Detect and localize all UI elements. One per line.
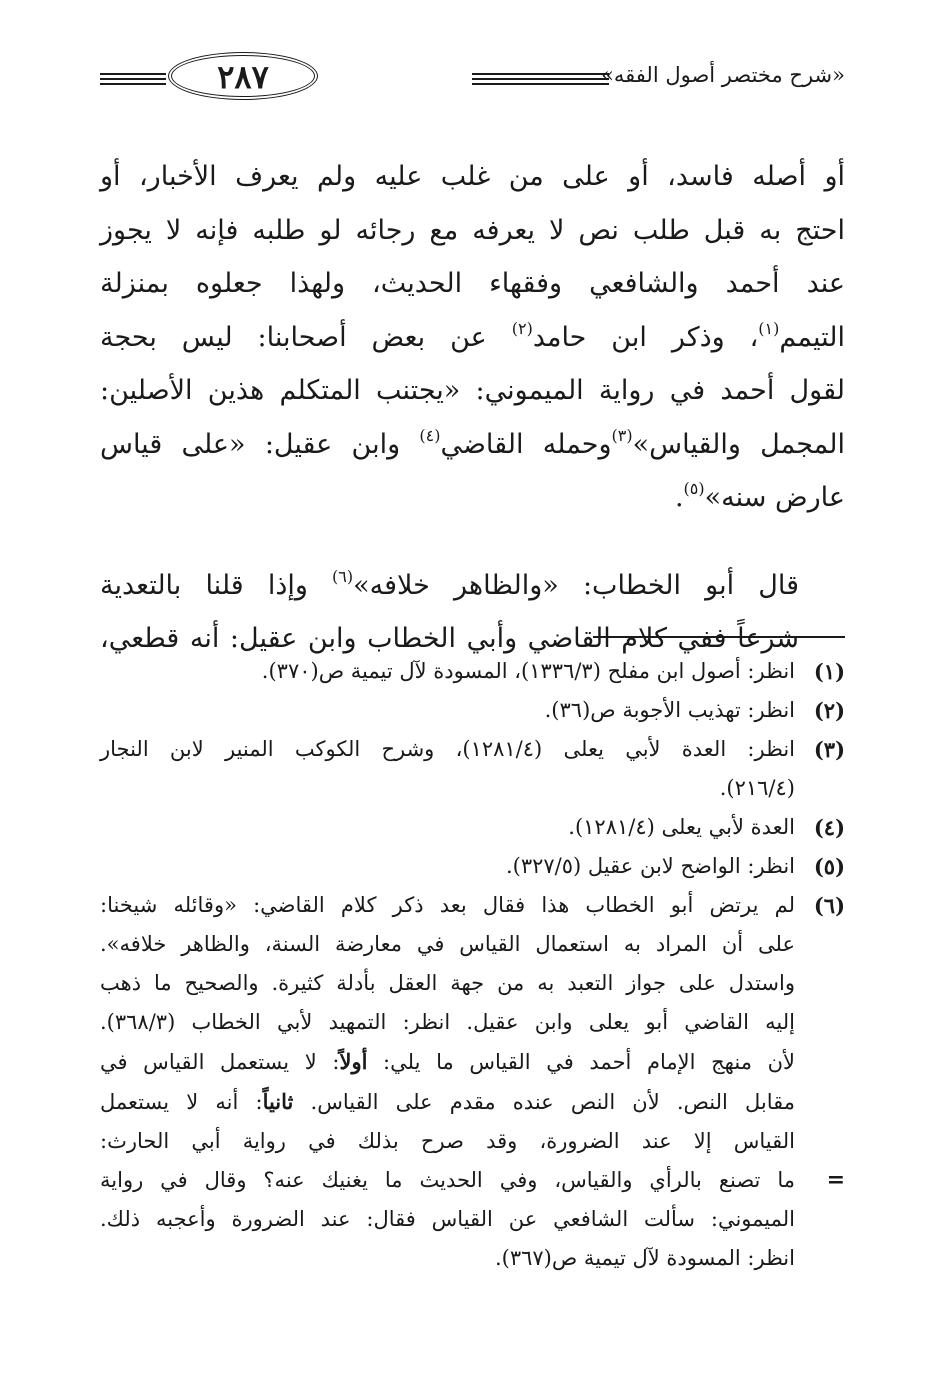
footnote-number: (٢): [813, 698, 845, 723]
footnote-number: (٥): [813, 854, 845, 879]
header-rule-left: [100, 73, 166, 85]
header-rule-right: [472, 73, 609, 85]
footnote-text: إليه القاضي أبو يعلى وابن عقيل. انظر: التمهيد لأبي الخطاب (٣٦٨/٣).: [100, 1010, 795, 1034]
footnote-ref[interactable]: (٦): [332, 566, 354, 586]
footnote-text: واستدل على جواز التعبد به من جهة العقل بأدلة كثيرة. والصحيح ما ذهب: [100, 971, 795, 995]
footnote-text: الميموني: سألت الشافعي عن القياس فقال: عند الضرورة وأعجبه ذلك.: [100, 1207, 795, 1231]
page-header: [100, 42, 845, 112]
text-line: المجمل والقياس»$^{(٣)}$وحمله القاضي$^{(٤)}$ وابن عقيل: «على قياس: [100, 425, 845, 460]
footnotes: [100, 652, 845, 1278]
text-line: احتج به قبل طلب نص لا يعرفه مع رجائه لو طلبه فإنه لا يجوز: [100, 214, 845, 246]
footnote-4: [100, 808, 845, 847]
footnote-5: [100, 847, 845, 886]
emphasis: أولاً: [339, 1049, 368, 1074]
footnote-text: لأن منهج الإمام أحمد في القياس ما يلي: أولاً: لا يستعمل القياس في: [100, 1049, 795, 1074]
main-text: [100, 150, 845, 666]
text-line: عند أحمد والشافعي وفقهاء الحديث، ولهذا جعلوه بمنزلة: [100, 268, 845, 299]
footnote-text: انظر: الواضح لابن عقيل (٣٢٧/٥).: [505, 854, 795, 878]
footnote-ref[interactable]: (٢): [511, 318, 533, 338]
footnote-text: القياس إلا عند الضرورة، وقد صرح بذلك في رواية أبي الحارث:: [100, 1129, 795, 1153]
continuation-marker-icon: =: [826, 1167, 845, 1193]
footnote-number: (٦): [813, 893, 845, 918]
page-number: ٢٨٧: [168, 52, 318, 100]
footnote-text: انظر: تهذيب الأجوبة ص(٣٦).: [544, 698, 795, 722]
footnote-2: [100, 691, 845, 730]
footnote-1: [100, 652, 845, 691]
footnote-text: انظر: المسودة لآل تيمية ص(٣٦٧).: [494, 1246, 795, 1270]
text-line: أو أصله فاسد، أو على من غلب عليه ولم يعرف الأخبار، أو: [100, 161, 845, 192]
footnote-ref[interactable]: (٤): [419, 425, 441, 445]
footnote-text: لم يرتض أبو الخطاب هذا فقال بعد ذكر كلام القاضي: «وقائله شيخنا:: [100, 893, 795, 917]
text-line: عارض سنه»$^{(٥)}$.: [674, 479, 845, 513]
footnote-text: مقابل النص. لأن النص عنده مقدم على القياس. ثانياً: أنه لا يستعمل: [100, 1089, 796, 1114]
footnote-number: (٣): [813, 737, 845, 762]
footnote-separator: [593, 636, 845, 638]
footnote-6: [100, 886, 845, 1278]
paragraph-1: [100, 150, 845, 525]
footnote-number: (١): [813, 659, 845, 684]
footnote-text: على أن المراد به استعمال القياس في معارضة السنة، والظاهر خلافه».: [100, 932, 795, 956]
paragraph-2: [100, 559, 845, 666]
footnote-ref[interactable]: (١): [758, 318, 780, 338]
footnote-number: (٤): [813, 815, 845, 840]
text-line: لقول أحمد في رواية الميموني: «يجتنب المتكلم هذين الأصلين:: [100, 375, 845, 406]
footnote-ref[interactable]: (٥): [683, 479, 705, 498]
footnote-text: انظر: العدة لأبي يعلى (١٢٨١/٤)، وشرح الكوكب المنير لابن النجار: [100, 737, 795, 761]
footnote-3: [100, 730, 845, 808]
footnote-text: العدة لأبي يعلى (١٢٨١/٤).: [568, 815, 795, 839]
footnote-ref[interactable]: (٣): [611, 425, 633, 445]
emphasis: ثانياً: [262, 1089, 294, 1114]
text-line: شرعاً ففي كلام القاضي وأبي الخطاب وابن عقيل: أنه قطعي،: [100, 623, 799, 654]
footnote-text: (٢١٦/٤).: [719, 776, 795, 800]
footnote-text: انظر: أصول ابن مفلح (١٣٣٦/٣)، المسودة لآل تيمية ص(٣٧٠).: [261, 659, 795, 683]
running-title: «شرح مختصر أصول الفقه»: [601, 63, 845, 87]
footnote-text: = ما تصنع بالرأي والقياس، وفي الحديث ما يغنيك عنه؟ وقال في رواية: [100, 1161, 795, 1200]
text-line: التيمم$^{(١)}$، وذكر ابن حامد$^{(٢)}$ عن بعض أصحابنا: ليس بحجة: [100, 318, 845, 353]
text-line: قال أبو الخطاب: «والظاهر خلافه»$^{(٦)}$ وإذا قلنا بالتعدية: [100, 566, 799, 601]
